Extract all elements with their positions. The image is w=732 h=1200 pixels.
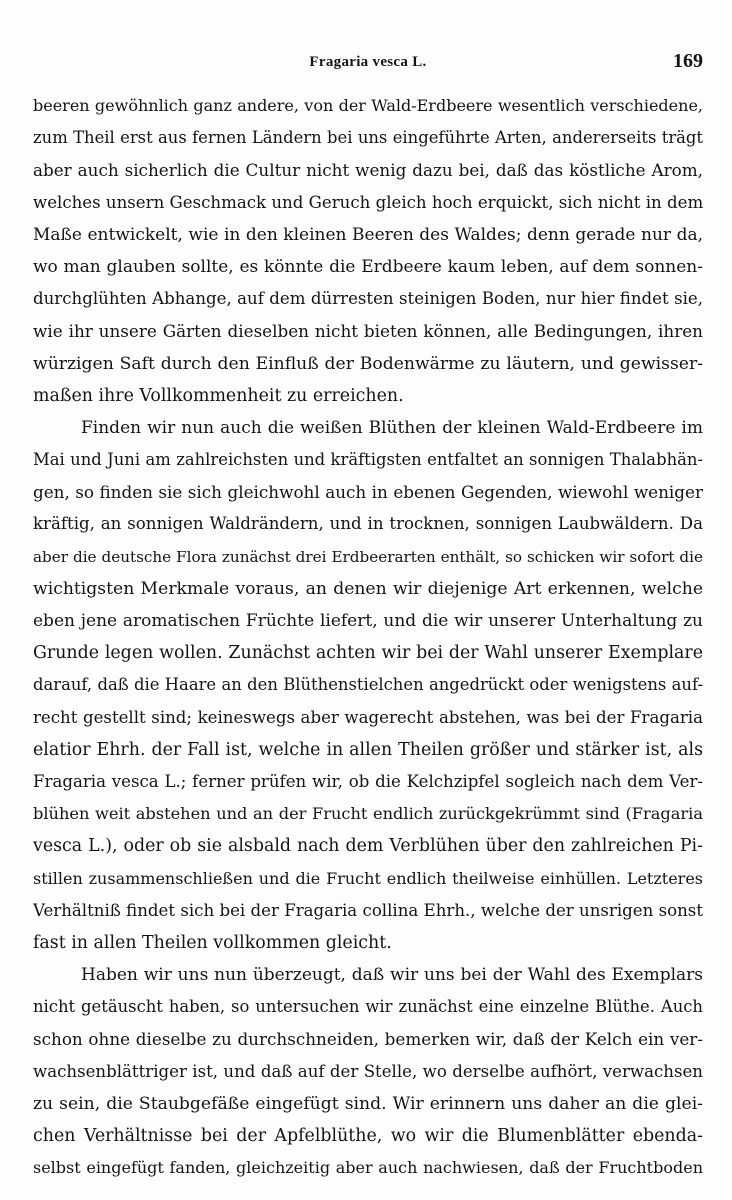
body-text [33,90,703,1184]
text-line: eben jene aromatischen Früchte liefert, und die wir unserer Unterhaltung zu [33,611,703,631]
text-line: Haben wir uns nun überzeugt, daß wir uns bei der Wahl des Exemplars [81,965,703,986]
text-line: recht gestellt sind; keineswegs aber wagerecht abstehen, was bei der Fragaria [33,707,703,727]
text-line: beeren gewöhnlich ganz andere, von der Wald-Erdbeere wesentlich verschiedene, [33,96,703,115]
text-line: zu sein, die Staubgefäße eingefügt sind. Wir erinnern uns daher an die glei- [33,1093,703,1114]
text-line: Verhältniß findet sich bei der Fragaria collina Ehrh., welche der unsrigen sonst [33,900,703,920]
text-line: wachsenblättriger ist, und daß auf der Stelle, wo derselbe aufhört, verwachsen [33,1061,703,1081]
paragraph-3 [33,959,703,1184]
text-line: kräftig, an sonnigen Waldrändern, und in trocknen, sonnigen Laubwäldern. Da [33,514,703,534]
text-line: gen, so finden sie sich gleichwohl auch in ebenen Gegenden, wiewohl weniger [33,482,703,503]
text-line: Finden wir nun auch die weißen Blüthen der kleinen Wald-Erdbeere im [81,417,703,438]
text-line: Maße entwickelt, wie in den kleinen Beeren des Waldes; denn gerade nur da, [33,224,703,245]
text-line: elatior Ehrh. der Fall ist, welche in allen Theilen größer und stärker ist, als [33,739,703,760]
text-line: aber auch sicherlich die Cultur nicht wenig dazu bei, daß das köstliche Arom, [33,160,703,181]
text-line: aber die deutsche Flora zunächst drei Erdbeerarten enthält, so schicken wir sofort die [33,547,703,566]
running-head [33,50,703,80]
text-line: durchglühten Abhange, auf dem dürresten steinigen Boden, nur hier findet sie, [33,289,703,309]
text-line: stillen zusammenschließen und die Frucht endlich theilweise einhüllen. Letzteres [33,868,703,888]
text-line: würzigen Saft durch den Einfluß der Bodenwärme zu läutern, und gewisser- [33,353,703,374]
text-line: zum Theil erst aus fernen Ländern bei uns eingeführte Arten, andererseits trägt [33,128,703,148]
text-line: wichtigsten Merkmale voraus, an denen wir diejenige Art erkennen, welche [33,578,703,599]
text-line: selbst eingefügt fanden, gleichzeitig aber auch nachwiesen, daß der Fruchtboden [33,1158,703,1178]
paragraph-2 [33,412,703,959]
text-line: Mai und Juni am zahlreichsten und kräftigsten entfaltet an sonnigen Thalabhän- [33,450,703,470]
page-number: 169 [673,50,703,72]
text-line: darauf, daß die Haare an den Blüthenstielchen angedrückt oder wenigstens auf- [33,675,703,695]
text-line: wo man glauben sollte, es könnte die Erdbeere kaum leben, auf dem sonnen- [33,256,703,277]
running-title: Fragaria vesca L. [309,54,427,70]
paragraph-1 [33,90,703,412]
text-line: chen Verhältnisse bei der Apfelblüthe, wo wir die Blumenblätter ebenda- [33,1126,703,1146]
text-line: vesca L.), oder ob sie alsbald nach dem Verblühen über den zahlreichen Pi- [33,836,703,857]
text-line: maßen ihre Vollkommenheit zu erreichen. [33,385,404,406]
text-line: wie ihr unsere Gärten dieselben nicht bieten können, alle Bedingungen, ihren [33,321,703,342]
text-line: nicht getäuscht haben, so untersuchen wir zunächst eine einzelne Blüthe. Auch [33,997,703,1017]
text-line: Grunde legen wollen. Zunächst achten wir bei der Wahl unserer Exemplare [33,643,703,664]
text-line: fast in allen Theilen vollkommen gleicht. [33,932,392,953]
text-line: blühen weit abstehen und an der Frucht endlich zurückgekrümmt sind (Fragaria [33,804,703,824]
text-line: schon ohne dieselbe zu durchschneiden, bemerken wir, daß der Kelch ein ver- [33,1029,703,1050]
text-line: welches unsern Geschmack und Geruch gleich hoch erquickt, sich nicht in dem [33,192,703,212]
text-line: Fragaria vesca L.; ferner prüfen wir, ob die Kelchzipfel sogleich nach dem Ver- [33,771,703,791]
